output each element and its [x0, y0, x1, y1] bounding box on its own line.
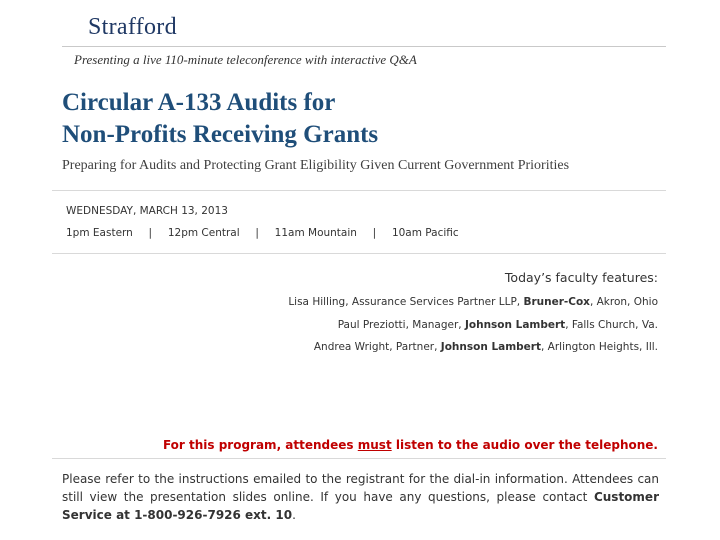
- time-separator: |: [148, 227, 153, 239]
- title-line-2: Non-Profits Receiving Grants: [62, 121, 379, 148]
- schedule-divider-top: [52, 190, 666, 191]
- time-pacific: 10am Pacific: [391, 227, 459, 239]
- page-subtitle: Preparing for Audits and Protecting Grant Eligibility Given Current Government Priorities: [62, 158, 570, 173]
- dial-in-instructions: [62, 470, 659, 524]
- faculty-firm: Johnson Lambert: [464, 319, 566, 331]
- faculty-location: , Arlington Heights, Ill.: [541, 341, 658, 353]
- event-times: [66, 227, 459, 239]
- customer-service-contact: Customer Service at 1-800-926-7926 ext. 10: [62, 490, 659, 522]
- audio-notice-start: For this program, attendees: [162, 438, 358, 452]
- faculty-heading: Today’s faculty features:: [504, 270, 658, 285]
- time-eastern: 1pm Eastern: [66, 227, 133, 239]
- time-mountain: 11am Mountain: [274, 227, 357, 239]
- faculty-name-title: Andrea Wright, Partner,: [313, 341, 441, 353]
- faculty-name-title: Paul Preziotti, Manager,: [337, 319, 465, 331]
- time-separator: |: [255, 227, 259, 239]
- faculty-location: , Falls Church, Va.: [565, 319, 658, 331]
- faculty-member: [338, 319, 658, 331]
- audio-notice-end: listen to the audio over the telephone.: [391, 438, 658, 452]
- tagline: Presenting a live 110-minute teleconference with interactive Q&A: [74, 52, 417, 67]
- faculty-firm: Bruner-Cox: [523, 296, 590, 308]
- audio-notice-emphasis: must: [357, 438, 392, 452]
- time-separator: |: [372, 227, 377, 239]
- footer-divider: [52, 458, 666, 459]
- audio-notice: [163, 438, 658, 452]
- strafford-logo: Strafford: [88, 14, 177, 40]
- instructions-text: Please refer to the instructions emailed to the registrant for the dial-in information. Attendees can still view the presentation slides online. If you have any questions, please contact: [62, 472, 659, 504]
- faculty-name-title: Lisa Hilling, Assurance Services Partner LLP,: [288, 296, 524, 308]
- time-central: 12pm Central: [167, 227, 240, 239]
- page-title: [62, 87, 378, 151]
- faculty-member: [288, 296, 658, 308]
- title-line-1: Circular A-133 Audits for: [62, 89, 336, 116]
- header-divider: [62, 46, 666, 47]
- event-date: WEDNESDAY, MARCH 13, 2013: [66, 205, 228, 217]
- faculty-firm: Johnson Lambert: [440, 341, 541, 353]
- schedule-divider-bottom: [52, 253, 666, 254]
- instructions-end: .: [292, 508, 296, 522]
- faculty-location: , Akron, Ohio: [589, 296, 658, 308]
- faculty-member: [314, 341, 658, 353]
